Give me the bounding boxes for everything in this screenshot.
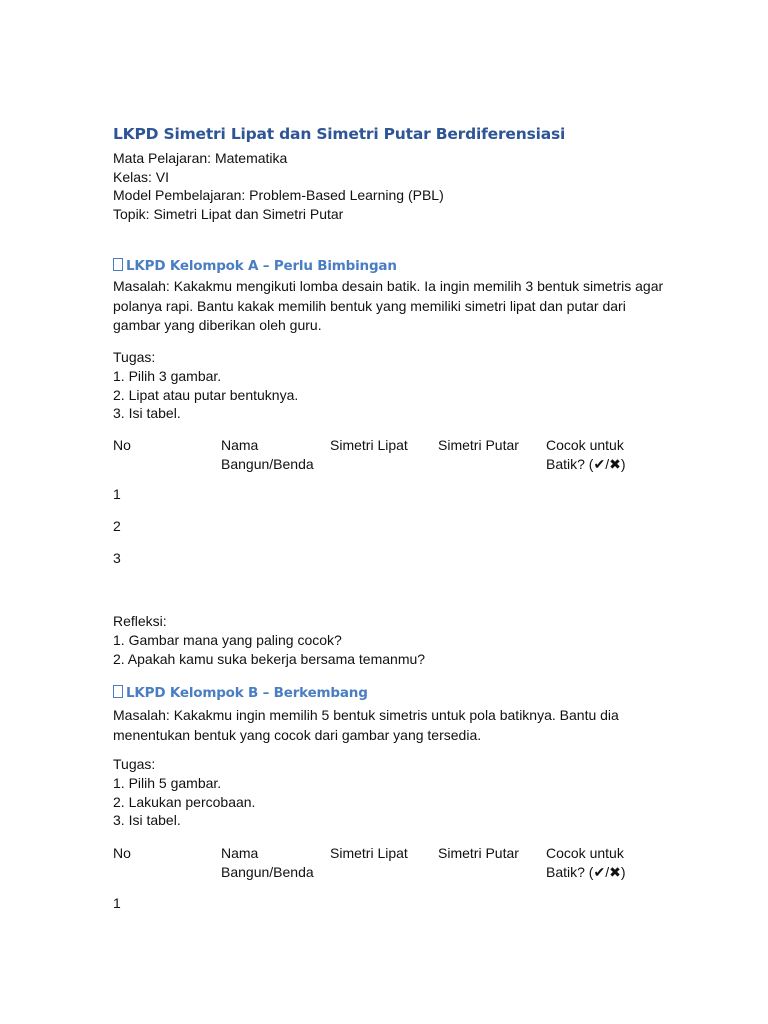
task-item: 2. Lakukan percobaan. bbox=[113, 793, 256, 810]
meta-topic: Topik: Simetri Lipat dan Simetri Putar bbox=[113, 206, 344, 223]
table-row-number: 1 bbox=[113, 486, 121, 502]
section-b-heading-text: LKPD Kelompok B – Berkembang bbox=[126, 685, 368, 701]
section-b-heading bbox=[113, 685, 368, 701]
col-simetri-putar: Simetri Putar bbox=[438, 845, 519, 861]
document-title: LKPD Simetri Lipat dan Simetri Putar Berdiferensiasi bbox=[113, 125, 566, 143]
col-simetri-lipat: Simetri Lipat bbox=[330, 437, 408, 453]
col-cocok: Cocok untuk Batik? (✔/✖) bbox=[546, 845, 626, 880]
section-a-heading-text: LKPD Kelompok A – Perlu Bimbingan bbox=[126, 258, 397, 274]
meta-model: Model Pembelajaran: Problem-Based Learning (PBL) bbox=[113, 187, 444, 204]
col-nama: Nama Bangun/Benda bbox=[221, 437, 314, 472]
task-item: 1. Pilih 5 gambar. bbox=[113, 774, 222, 791]
document-meta bbox=[113, 149, 444, 224]
col-simetri-putar: Simetri Putar bbox=[438, 437, 519, 453]
section-a-heading bbox=[113, 258, 397, 274]
tasks-label: Tugas: bbox=[113, 349, 156, 365]
task-item: 2. Lipat atau putar bentuknya. bbox=[113, 386, 299, 403]
reflection-item: 1. Gambar mana yang paling cocok? bbox=[113, 631, 342, 648]
tasks-label: Tugas: bbox=[113, 756, 156, 772]
section-b-problem: Masalah: Kakakmu ingin memilih 5 bentuk simetris untuk pola batiknya. Bantu dia menentukan bentuk yang cocok dari gambar yang tersedia. bbox=[113, 707, 619, 743]
reflection-item: 2. Apakah kamu suka bekerja bersama temanmu? bbox=[113, 650, 426, 667]
table-row-number: 3 bbox=[113, 550, 121, 566]
col-no: No bbox=[113, 845, 131, 861]
missing-glyph-icon bbox=[113, 258, 123, 271]
meta-subject: Mata Pelajaran: Matematika bbox=[113, 150, 288, 166]
missing-glyph-icon bbox=[113, 685, 123, 698]
meta-class: Kelas: VI bbox=[113, 168, 170, 185]
section-a-problem: Masalah: Kakakmu mengikuti lomba desain batik. Ia ingin memilih 3 bentuk simetris agar polanya rapi. Bantu kakak memilih bentuk yang memiliki simetri lipat dan putar dari gambar yang diberikan oleh guru. bbox=[113, 278, 664, 333]
col-simetri-lipat: Simetri Lipat bbox=[330, 845, 408, 861]
reflection-label: Refleksi: bbox=[113, 613, 167, 629]
table-row-number: 1 bbox=[113, 895, 121, 911]
task-item: 1. Pilih 3 gambar. bbox=[113, 367, 222, 384]
task-item: 3. Isi tabel. bbox=[113, 405, 181, 422]
section-a-tasks bbox=[113, 348, 298, 423]
section-a-reflection bbox=[113, 612, 425, 668]
section-b-tasks bbox=[113, 755, 255, 830]
table-row-number: 2 bbox=[113, 518, 121, 534]
col-nama: Nama Bangun/Benda bbox=[221, 845, 314, 880]
col-cocok: Cocok untuk Batik? (✔/✖) bbox=[546, 437, 626, 472]
task-item: 3. Isi tabel. bbox=[113, 812, 181, 829]
col-no: No bbox=[113, 437, 131, 453]
